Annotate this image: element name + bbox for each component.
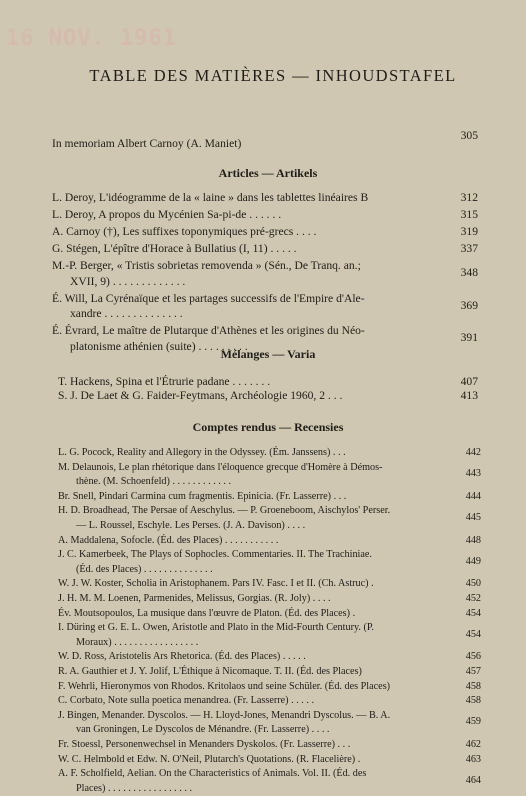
comptes-page-number: 448 <box>465 534 481 546</box>
comptes-entry-line: W. J. W. Koster, Scholia in Aristophanem. Pars IV. Fasc. I et II. (Ch. Astruc) . <box>58 578 374 590</box>
articles-entry-line: XVII, 9) . . . . . . . . . . . . . <box>70 274 186 288</box>
articles-page-number: 369 <box>460 298 478 312</box>
comptes-page-number: 458 <box>465 680 481 692</box>
comptes-page-number: 454 <box>465 607 481 619</box>
comptes-page-number: 457 <box>465 666 481 677</box>
comptes-page-number: 442 <box>465 447 481 458</box>
section-heading-melanges: Mélanges — Varia <box>220 347 316 361</box>
articles-entry-line: L. Deroy, A propos du Mycénien Sa-pi-de . . . . . . <box>52 208 282 221</box>
articles-page-number: 337 <box>460 242 478 255</box>
comptes-page-number: 444 <box>465 490 481 502</box>
articles-entry-line: M.-P. Berger, « Tristis sobrietas removenda » (Sén., De Tranq. an.; <box>52 259 361 272</box>
articles-page-number: 391 <box>460 331 478 345</box>
page-title: TABLE DES MATIÈRES — INHOUDSTAFEL <box>89 66 457 85</box>
comptes-entry-line: H. D. Broadhead, The Persae of Aeschylus. — P. Groeneboom, Aischylos' Perser. <box>58 505 391 517</box>
articles-page-number: 312 <box>460 191 478 204</box>
comptes-entry-line: W. D. Ross, Aristotelis Ars Rhetorica. (Éd. des Places) . . . . . <box>58 651 306 663</box>
comptes-entry-line: Br. Snell, Pindari Carmina cum fragmentis. Epinicia. (Fr. Lasserre) . . . <box>58 490 347 502</box>
comptes-entry-line: J. H. M. M. Loenen, Parmenides, Melissus, Gorgias. (R. Joly) . . . . <box>58 593 331 604</box>
articles-page-number: 319 <box>460 225 478 238</box>
comptes-page-number: 459 <box>465 716 481 728</box>
memoriam-page: 305 <box>460 129 478 142</box>
comptes-entry-line: J. C. Kamerbeek, The Plays of Sophocles. Commentaries. II. The Trachiniae. <box>58 549 372 561</box>
articles-entry-line: A. Carnoy (†), Les suffixes toponymiques pré-grecs . . . . <box>52 225 317 238</box>
comptes-entry-line: Moraux) . . . . . . . . . . . . . . . . . <box>76 636 199 648</box>
comptes-entry-line: M. Delaunois, Le plan rhétorique dans l'éloquence grecque d'Homère à Démos- <box>58 461 383 473</box>
comptes-page-number: 463 <box>465 753 481 765</box>
comptes-entry-line: Év. Moutsopoulos, La musique dans l'œuvre de Platon. (Éd. des Places) . <box>58 607 356 619</box>
melanges-entry-line: T. Hackens, Spina et l'Étrurie padane . . . . . . . <box>58 375 271 388</box>
comptes-entry-line: (Éd. des Places) . . . . . . . . . . . . . . <box>76 563 213 575</box>
comptes-entry-line: A. F. Scholfield, Aelian. On the Characteristics of Animals. Vol. II. (Éd. des <box>58 768 367 780</box>
comptes-page-number: 454 <box>465 628 481 640</box>
articles-entry-line: É. Évrard, Le maître de Plutarque d'Athènes et les origines du Néo- <box>52 324 365 338</box>
articles-entry-line: É. Will, La Cyrénaïque et les partages successifs de l'Empire d'Ale- <box>52 291 365 305</box>
articles-page-number: 315 <box>460 208 478 221</box>
articles-entry-line: G. Stégen, L'épître d'Horace à Bullatius (I, 11) . . . . . <box>52 242 297 255</box>
comptes-entry-line: thène. (M. Schoenfeld) . . . . . . . . . . . . <box>76 476 232 488</box>
melanges-page-number: 407 <box>460 375 478 388</box>
comptes-page-number: 464 <box>465 774 481 786</box>
comptes-entry-line: Places) . . . . . . . . . . . . . . . . . <box>76 782 193 794</box>
articles-entry-line: L. Deroy, L'idéogramme de la « laine » dans les tablettes linéaires B <box>52 191 369 204</box>
comptes-entry-line: A. Maddalena, Sofocle. (Éd. des Places) . . . . . . . . . . . <box>58 534 279 546</box>
comptes-entry-line: van Groningen, Le Dyscolos de Ménandre. (Fr. Lasserre) . . . . <box>76 724 330 736</box>
comptes-page-number: 452 <box>465 593 481 604</box>
comptes-page-number: 449 <box>465 555 481 567</box>
comptes-page-number: 450 <box>465 578 481 590</box>
comptes-entry-line: C. Corbato, Note sulla poetica menandrea. (Fr. Lasserre) . . . . . <box>58 695 315 707</box>
memoriam-entry: In memoriam Albert Carnoy (A. Maniet) <box>52 137 242 150</box>
articles-entry-line: platonisme athénien (suite) . . . . . . . . . <box>70 339 248 353</box>
melanges-page-number: 413 <box>460 389 478 402</box>
comptes-entry-line: F. Wehrli, Hieronymos von Rhodos. Kritolaos und seine Schüler. (Éd. des Places) <box>58 680 391 692</box>
comptes-page-number: 445 <box>465 511 481 523</box>
melanges-entry-line: S. J. De Laet & G. Faider-Feytmans, Archéologie 1960, 2 . . . <box>58 389 343 402</box>
comptes-page-number: 462 <box>465 739 481 750</box>
date-stamp: 16 NOV. 1961 <box>6 26 177 51</box>
comptes-entry-line: J. Bingen, Menander. Dyscolos. — H. Lloyd-Jones, Menandri Dyscolus. — B. A. <box>58 709 391 721</box>
section-heading-articles: Articles — Artikels <box>218 166 318 180</box>
comptes-entry-line: W. C. Helmbold et Edw. N. O'Neil, Plutarch's Quotations. (R. Flacelière) . <box>58 753 361 765</box>
comptes-page-number: 458 <box>465 695 481 707</box>
comptes-entry-line: Fr. Stoessl, Personenwechsel in Menanders Dyskolos. (Fr. Lasserre) . . . <box>58 739 351 750</box>
articles-page-number: 348 <box>460 266 478 280</box>
comptes-entry-line: L. G. Pocock, Reality and Allegory in the Odyssey. (Ém. Janssens) . . . <box>58 447 346 458</box>
section-heading-comptes: Comptes rendus — Recensies <box>192 420 344 434</box>
comptes-page-number: 443 <box>465 468 481 480</box>
comptes-entry-line: R. A. Gauthier et J. Y. Jolif, L'Éthique à Nicomaque. T. II. (Éd. des Places) <box>58 666 362 677</box>
comptes-entry-line: I. Düring et G. E. L. Owen, Aristotle and Plato in the Mid-Fourth Century. (P. <box>58 622 374 634</box>
comptes-entry-line: — L. Roussel, Eschyle. Les Perses. (J. A. Davison) . . . . <box>76 520 306 531</box>
articles-entry-line: xandre . . . . . . . . . . . . . . <box>70 307 183 321</box>
comptes-page-number: 456 <box>465 651 481 663</box>
